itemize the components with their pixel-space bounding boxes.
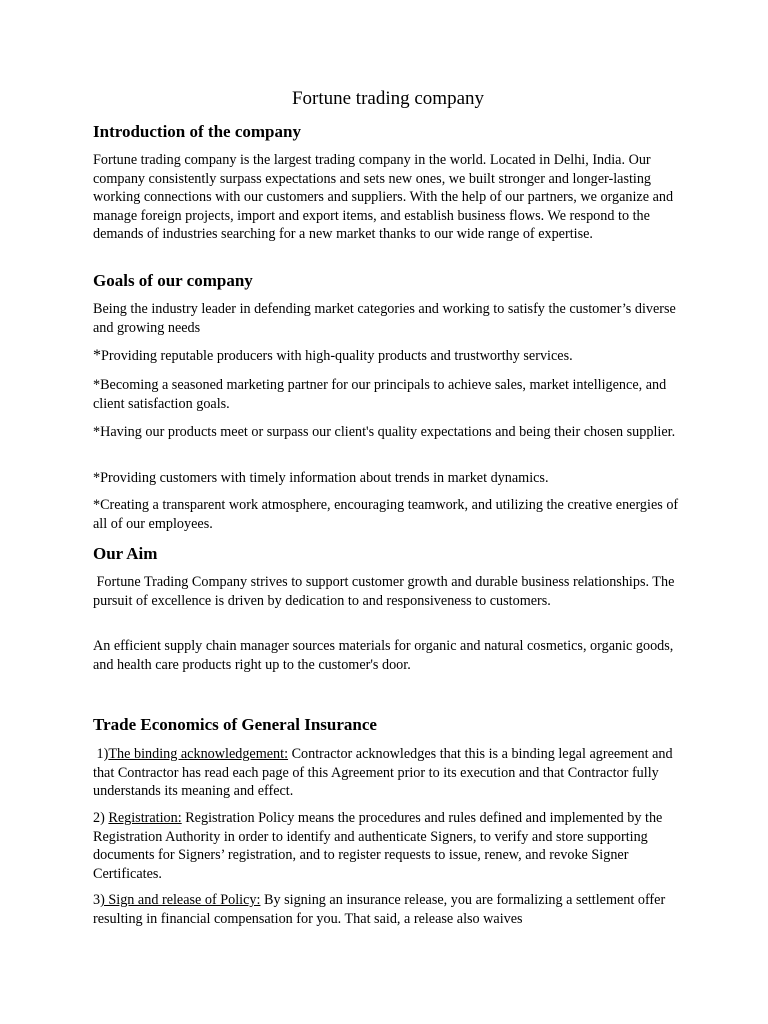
trade-item-number: 1) bbox=[93, 746, 109, 762]
goal-item bbox=[93, 347, 683, 366]
trade-item bbox=[93, 891, 683, 928]
goal-item bbox=[93, 469, 683, 488]
intro-heading: Introduction of the company bbox=[93, 122, 301, 141]
goal-item-text: Having our products meet or surpass our client's quality expectations and being their chosen supplier. bbox=[100, 424, 676, 440]
trade-item-term: ) Sign and release of Policy: bbox=[100, 892, 261, 908]
goal-item bbox=[93, 423, 683, 442]
bullet-star: * bbox=[93, 347, 101, 364]
trade-item-term: Registration: bbox=[108, 810, 182, 826]
goal-item bbox=[93, 376, 683, 413]
aim-paragraph: Fortune Trading Company strives to support customer growth and durable business relationships. The pursuit of excellence is driven by dedication to and responsiveness to customers. bbox=[93, 574, 678, 609]
bullet-star: * bbox=[93, 470, 101, 486]
goals-lead-paragraph: Being the industry leader in defending market categories and working to satisfy the customer’s diverse and growing needs bbox=[93, 301, 676, 336]
intro-paragraph: Fortune trading company is the largest trading company in the world. Located in Delhi, India. Our company consistently surpass expectations and sets new ones, we built stronger and longer-lasting working connections with our customers and suppliers. With the help of our partners, we organize and manage foreign projects, import and export items, and establish business flows. We respond to the demands of industries searching for a new market thanks to our wide range of expertise. bbox=[93, 152, 674, 242]
goals-heading: Goals of our company bbox=[93, 271, 253, 290]
goal-item-text: Creating a transparent work atmosphere, encouraging teamwork, and utilizing the creative energies of all of our employees. bbox=[93, 497, 679, 532]
trade-item-text: By signing an insurance release, you are formalizing a settlement offer resulting in financial compensation for you. That said, a release also waives bbox=[93, 892, 669, 927]
goal-item-text: Providing reputable producers with high-quality products and trustworthy services. bbox=[101, 348, 573, 364]
aim-heading: Our Aim bbox=[93, 544, 158, 563]
bullet-star: * bbox=[93, 497, 101, 513]
trade-item-text: Registration Policy means the procedures and rules defined and implemented by the Registration Authority in order to identify and authenticate Signers, to verify and store supporting documents for Signers’ registration, and to register requests to issue, renew, and revoke Signer Certificates. bbox=[93, 810, 666, 882]
trade-item bbox=[93, 809, 683, 883]
trade-heading: Trade Economics of General Insurance bbox=[93, 715, 377, 734]
bullet-star: * bbox=[93, 424, 101, 440]
trade-item-number: 2) bbox=[93, 810, 109, 826]
bullet-star: * bbox=[93, 377, 101, 393]
goal-item-text: Becoming a seasoned marketing partner for our principals to achieve sales, market intelligence, and client satisfaction goals. bbox=[93, 377, 667, 412]
goal-item-text: Providing customers with timely information about trends in market dynamics. bbox=[100, 470, 549, 486]
aim-paragraph: An efficient supply chain manager sources materials for organic and natural cosmetics, organic goods, and health care products right up to the customer's door. bbox=[93, 638, 674, 673]
trade-item bbox=[93, 745, 683, 801]
trade-item-text: Contractor acknowledges that this is a binding legal agreement and that Contractor has read each page of this Agreement prior to its execution and that Contractor fully understands its meaning and effect. bbox=[93, 746, 677, 799]
goal-item bbox=[93, 496, 683, 533]
document-title: Fortune trading company bbox=[291, 88, 485, 109]
trade-item-term: The binding acknowledgement: bbox=[108, 746, 289, 762]
trade-item-number: 3 bbox=[93, 892, 101, 908]
